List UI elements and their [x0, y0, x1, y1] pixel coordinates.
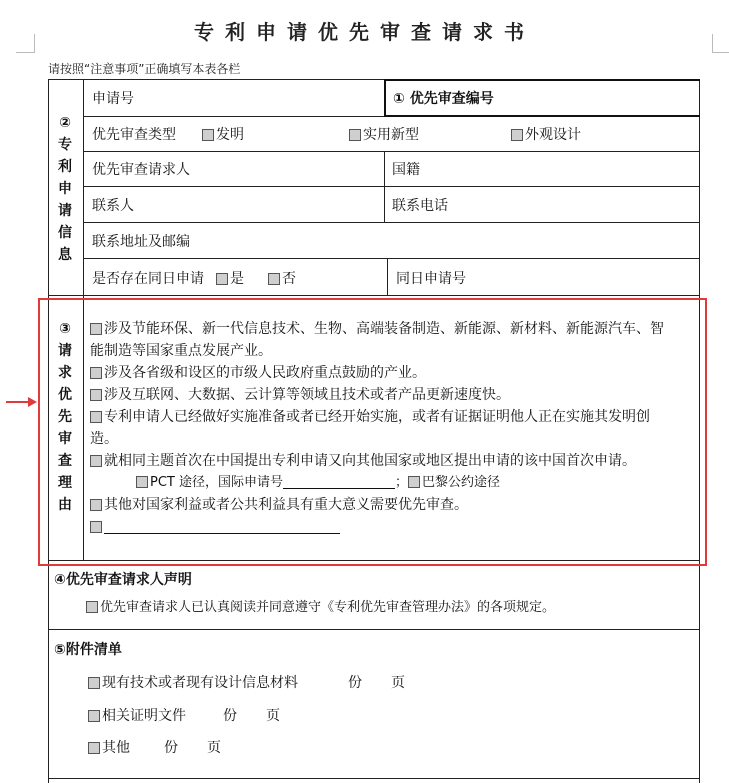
checkbox[interactable]	[511, 129, 523, 141]
pct-label: PCT 途径，国际申请号	[150, 475, 283, 490]
reason-item-cont: 造。	[90, 431, 118, 447]
checkbox[interactable]	[349, 129, 361, 141]
attachment-unit-pages: 页	[266, 708, 280, 724]
paris-label: 巴黎公约途径	[422, 475, 501, 490]
priority-no-label: ① 优先审查编号	[393, 91, 494, 107]
same-day-yes[interactable]: 是	[216, 268, 244, 288]
review-type-label: 优先审查类型	[92, 127, 176, 143]
row-divider	[83, 258, 700, 259]
attachment-item[interactable]: 相关证明文件	[88, 705, 186, 725]
attachment-unit-copies: 份	[164, 740, 178, 756]
priority-box-top	[384, 79, 700, 81]
priority-box-left	[384, 79, 386, 117]
same-day-no[interactable]: 否	[268, 268, 296, 288]
row-divider	[83, 186, 700, 187]
requester-label: 优先审查请求人	[92, 162, 190, 178]
phone-label: 联系电话	[392, 198, 448, 214]
col-divider	[387, 258, 388, 295]
attachment-unit-copies: 份	[223, 708, 237, 724]
reason-item[interactable]: 就相同主题首次在中国提出专利申请又向其他国家或地区提出申请的该中国首次申请。	[90, 450, 696, 472]
checkbox[interactable]	[216, 273, 228, 285]
section3-label: ③ 请 求 优 先 审 查 理 由	[58, 321, 72, 513]
contact-label: 联系人	[92, 198, 134, 214]
section5-title: ⑤附件清单	[54, 642, 122, 658]
checkbox[interactable]	[202, 129, 214, 141]
same-day-label: 是否存在同日申请	[92, 271, 204, 287]
reason-item[interactable]: 其他对国家利益或者公共利益具有重大意义需要优先审查。	[90, 494, 696, 516]
reason-item[interactable]: 涉及互联网、大数据、云计算等领域且技术或者产品更新速度快。	[90, 384, 696, 406]
type-option-invention[interactable]: 发明	[202, 124, 244, 144]
checkbox[interactable]	[86, 601, 98, 613]
reason-item[interactable]: 专利申请人已经做好实施准备或者已经开始实施，或者有证据证明他人正在实施其发明创	[90, 406, 696, 428]
type-option-design[interactable]: 外观设计	[511, 124, 581, 144]
attachment-item[interactable]: 其他	[88, 737, 130, 757]
row-divider	[83, 222, 700, 223]
attachment-unit-pages: 页	[207, 740, 221, 756]
col-divider	[384, 151, 385, 222]
address-label: 联系地址及邮编	[92, 234, 190, 250]
table-bottom-line	[48, 778, 700, 779]
priority-box-bottom	[384, 115, 700, 117]
reason-item-cont: 能制造等国家重点发展产业。	[90, 343, 272, 359]
attachment-unit-copies: 份	[348, 675, 362, 691]
row-divider	[83, 151, 700, 152]
section-divider	[48, 629, 700, 630]
same-day-no-label: 同日申请号	[396, 271, 466, 287]
instruction-text: 请按照“注意事项”正确填写本表各栏	[48, 62, 241, 76]
nationality-label: 国籍	[392, 162, 420, 178]
checkbox[interactable]	[88, 710, 100, 722]
pct-paris-row: PCT 途径，国际申请号 ； 巴黎公约途径	[90, 472, 696, 494]
checkbox[interactable]	[88, 742, 100, 754]
attachment-item[interactable]: 现有技术或者现有设计信息材料	[88, 672, 298, 692]
highlight-box	[38, 298, 707, 566]
declaration-item[interactable]: 优先审查请求人已认真阅读并同意遵守《专利优先审查管理办法》的各项规定。	[86, 596, 555, 615]
arrow-right-icon	[6, 396, 38, 408]
type-option-utility[interactable]: 实用新型	[349, 124, 419, 144]
form-title: 专利申请优先审查请求书	[194, 20, 535, 44]
attachment-unit-pages: 页	[391, 675, 405, 691]
section-divider	[48, 295, 700, 296]
reason-item[interactable]: 涉及各省级和设区的市级人民政府重点鼓励的产业。	[90, 362, 696, 384]
reason-item[interactable]: 涉及节能环保、新一代信息技术、生物、高端装备制造、新能源、新材料、新能源汽车、智	[90, 318, 696, 340]
application-no-label: 申请号	[92, 91, 134, 107]
checkbox[interactable]	[268, 273, 280, 285]
checkbox[interactable]	[88, 677, 100, 689]
section2-label: ② 专 利 申 请 信 息	[58, 115, 72, 263]
section4-title: ④优先审查请求人声明	[54, 572, 192, 588]
